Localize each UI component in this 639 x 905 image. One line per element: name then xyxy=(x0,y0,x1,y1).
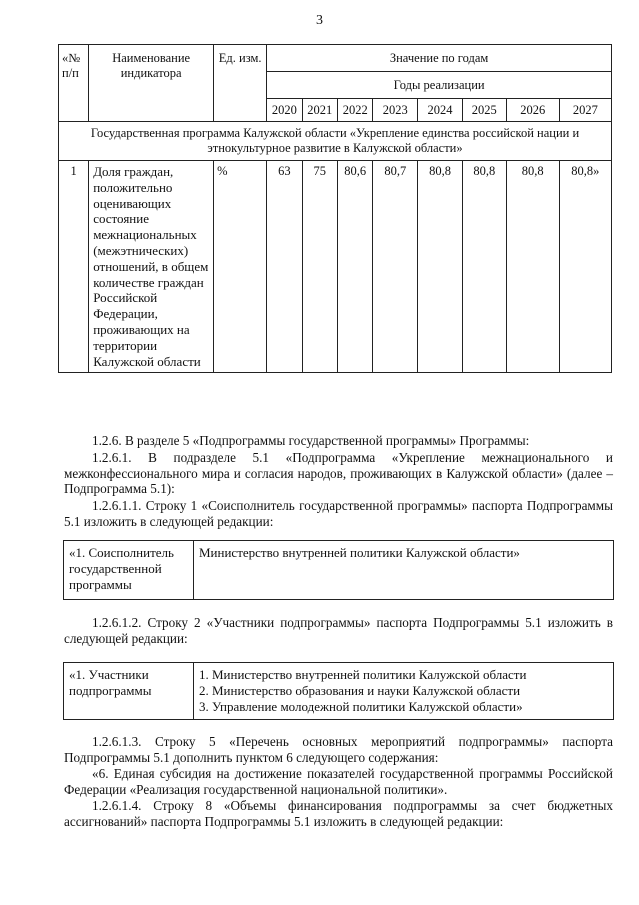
participant-item: 2. Министерство образования и науки Калужской области xyxy=(199,683,521,698)
participants-box xyxy=(63,662,614,720)
header-unit: Ед. изм. xyxy=(214,45,267,122)
paragraph-1-2-6-1-2: 1.2.6.1.2. Строку 2 «Участники подпрограммы» паспорта Подпрограммы 5.1 изложить в следующей редакции: xyxy=(64,615,613,646)
year-cell: 2024 xyxy=(418,99,463,122)
value-cell: 80,8 xyxy=(506,161,559,373)
unit-value: % xyxy=(214,161,267,373)
indicator-table xyxy=(58,44,612,373)
paragraph-1-2-6-1-1: 1.2.6.1.1. Строку 1 «Соисполнитель государственной программы» паспорта Подпрограммы 5.1 изложить в следующей редакции: xyxy=(64,498,613,529)
participants-list xyxy=(194,663,614,720)
header-num: «№ п/п xyxy=(59,45,89,122)
participant-item: 3. Управление молодежной политики Калужской области» xyxy=(199,699,523,714)
paragraph-item-6: «6. Единая субсидия на достижение показателей государственной программы Российской Федерации «Реализация государственной национальной политики». xyxy=(64,766,613,797)
paragraph-1-2-6: 1.2.6. В разделе 5 «Подпрограммы государственной программы» Программы: xyxy=(92,433,530,448)
year-cell: 2022 xyxy=(338,99,373,122)
paragraph-1-2-6-1-3: 1.2.6.1.3. Строку 5 «Перечень основных мероприятий подпрограммы» паспорта Подпрограммы 5.1 дополнить пунктом 6 следующего содержания: xyxy=(64,734,613,765)
value-cell: 80,8 xyxy=(418,161,463,373)
paragraph-1-2-6-1: 1.2.6.1. В подразделе 5.1 «Подпрограмма «Укрепление межнационального и межконфессионального мира и согласия народов, проживающих в Калужской области» (далее – Подпрограмма 5.1): xyxy=(64,450,613,496)
page-number: 3 xyxy=(316,13,323,28)
year-cell: 2025 xyxy=(462,99,506,122)
coexecutor-box xyxy=(63,540,614,600)
coexecutor-label: «1. Соисполнитель государственной программы xyxy=(64,541,194,600)
paragraph-1-2-6-1-4: 1.2.6.1.4. Строку 8 «Объемы финансирования подпрограммы за счет бюджетных ассигнований» паспорта Подпрограммы 5.1 изложить в следующей редакции: xyxy=(64,798,613,829)
year-cell: 2026 xyxy=(506,99,559,122)
value-cell: 80,8 xyxy=(462,161,506,373)
header-values-by-year: Значение по годам xyxy=(267,45,612,72)
participant-item: 1. Министерство внутренней политики Калужской области xyxy=(199,667,527,682)
header-implementation-years: Годы реализации xyxy=(267,72,612,99)
value-cell: 63 xyxy=(267,161,302,373)
header-indicator-name: Наименование индикатора xyxy=(89,45,214,122)
year-cell: 2021 xyxy=(302,99,337,122)
indicator-name: Доля граждан, положительно оценивающих состояние межнациональных (межэтнических) отношений, в общем количестве граждан Российской Федерации, проживающих на территории Калужской области xyxy=(89,161,214,373)
value-cell: 80,7 xyxy=(373,161,418,373)
year-cell: 2020 xyxy=(267,99,302,122)
coexecutor-value: Министерство внутренней политики Калужской области» xyxy=(194,541,614,600)
participants-label: «1. Участники подпрограммы xyxy=(64,663,194,720)
row-num: 1 xyxy=(59,161,89,373)
indicator-row xyxy=(59,161,612,373)
year-cell: 2027 xyxy=(559,99,611,122)
value-cell: 80,8» xyxy=(559,161,611,373)
program-title-row: Государственная программа Калужской области «Укрепление единства российской нации и этнокультурное развитие в Калужской области» xyxy=(59,122,612,161)
year-cell: 2023 xyxy=(373,99,418,122)
value-cell: 80,6 xyxy=(338,161,373,373)
value-cell: 75 xyxy=(302,161,337,373)
